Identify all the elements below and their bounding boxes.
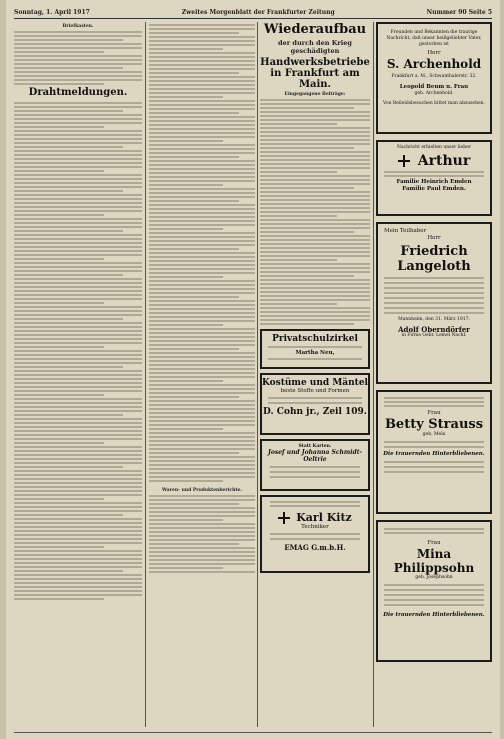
langeloth-intro: Mein Teilhaber xyxy=(384,228,427,234)
wiederaufbau-line2: der durch den Krieg geschädigten xyxy=(278,39,352,55)
philippsohn-frau: Frau xyxy=(427,540,441,546)
arthur-notice xyxy=(376,140,492,216)
briefkasten-heading: Briefkasten. xyxy=(62,24,94,29)
philippsohn-notice xyxy=(376,520,492,662)
kostueme-ad xyxy=(260,373,370,435)
archenhold-herr: Herr xyxy=(427,50,441,56)
kostueme-title: Kostüme und Mäntel xyxy=(262,378,368,388)
briefkasten-text xyxy=(14,31,142,85)
column-rule xyxy=(257,22,258,727)
privatschule-title: Privatschulzirkel xyxy=(272,334,358,344)
newspaper-page xyxy=(6,0,500,739)
langeloth-firm: in Firma Gebr. Lemel Nachf. xyxy=(401,333,467,338)
langeloth-notice xyxy=(376,222,492,384)
martha-neu: Martha Neu, xyxy=(295,350,335,356)
drahtmeldungen-text xyxy=(14,100,142,700)
strauss-frau: Frau xyxy=(427,410,441,416)
archenhold-intro: Freunden und Bekannten die traurige Nachricht, daß unser heißgeliebter Vater, gestorben ist xyxy=(386,30,482,47)
verlobung-ad xyxy=(260,439,370,491)
strauss-notice xyxy=(376,390,492,514)
column-rule xyxy=(373,22,374,727)
verlobung-names: Josef und Johanna Schmidt-Oeltrie xyxy=(268,449,362,463)
archenhold-footer: Von Beileidsbesuchen bittet man abzusehen. xyxy=(383,101,485,106)
archenhold-notice xyxy=(376,22,492,134)
market-report-text xyxy=(149,24,255,482)
header-page-number: Nummer 90 Seite 5 xyxy=(426,8,492,16)
langeloth-signer: Adolf Oberndörfer xyxy=(398,325,470,334)
langeloth-herr: Herr xyxy=(427,235,441,241)
arthur-name: Arthur xyxy=(417,153,471,169)
kostueme-sub: beste Stoffe und Formen xyxy=(280,388,350,394)
archenhold-name: S. Archenhold xyxy=(386,57,482,71)
wiederaufbau-line3: Handwerksbetriebe xyxy=(260,57,370,68)
third-column xyxy=(260,22,370,727)
privatschule-ad xyxy=(260,329,370,369)
kitz-name: Karl Kitz xyxy=(296,511,352,524)
wiederaufbau-notice xyxy=(260,22,370,97)
langeloth-name: Friedrich Langeloth xyxy=(397,244,471,274)
strauss-mourners: Die trauernden Hinterbliebenen. xyxy=(383,451,485,457)
right-column xyxy=(376,22,492,727)
archenhold-place: Frankfurt a. M., Schwanthalerstr. 32. xyxy=(391,74,477,79)
langeloth-place: Mannheim, den 31. März 1917. xyxy=(398,317,470,322)
column-rule xyxy=(145,22,146,727)
second-column xyxy=(149,22,255,727)
philippsohn-maiden: geb. Josephsohn xyxy=(415,575,453,580)
strauss-name: Betty Strauss xyxy=(384,417,484,432)
kitz-role: Techniker xyxy=(301,524,329,530)
waren-text xyxy=(149,495,255,573)
cross-icon xyxy=(398,155,410,167)
contributions-list xyxy=(260,99,370,325)
waren-heading: Waren- und Produktenberichte. xyxy=(162,488,242,493)
header-masthead: Zweites Morgenblatt der Frankfurter Zeitung xyxy=(181,8,335,16)
wiederaufbau-subtitle: Eingegangene Beiträge: xyxy=(284,92,346,97)
archenhold-family: Leopold Beum u. Frau xyxy=(399,84,469,90)
left-column xyxy=(14,22,142,727)
header-date: Sonntag, 1. April 1917 xyxy=(14,8,90,16)
drahtmeldungen-heading: Drahtmeldungen. xyxy=(28,87,128,98)
page-bottom-rule xyxy=(14,732,492,733)
page-header xyxy=(14,6,492,19)
wiederaufbau-line4: in Frankfurt am Main. xyxy=(270,68,360,90)
archenhold-family2: geb. Archenhold. xyxy=(414,91,454,96)
verlobung-intro: Statt Karten. xyxy=(298,444,332,449)
strauss-maiden: geb. Mela xyxy=(422,432,446,437)
kitz-death-notice xyxy=(260,495,370,573)
arthur-intro: Nachricht erhielten unser lieber xyxy=(397,145,471,150)
arthur-family1: Familie Heinrich Emden xyxy=(396,179,472,185)
philippsohn-mourners: Die trauernden Hinterbliebenen. xyxy=(383,612,485,618)
arthur-family2: Familie Paul Emden. xyxy=(402,186,466,192)
wiederaufbau-title: Wiederaufbau xyxy=(263,22,367,37)
cohn-name: D. Cohn jr., Zeil 109. xyxy=(263,407,367,417)
kitz-company: EMAG G.m.b.H. xyxy=(284,543,346,552)
philippsohn-name: Mina Philippsohn xyxy=(393,547,475,575)
cross-icon xyxy=(278,512,290,524)
